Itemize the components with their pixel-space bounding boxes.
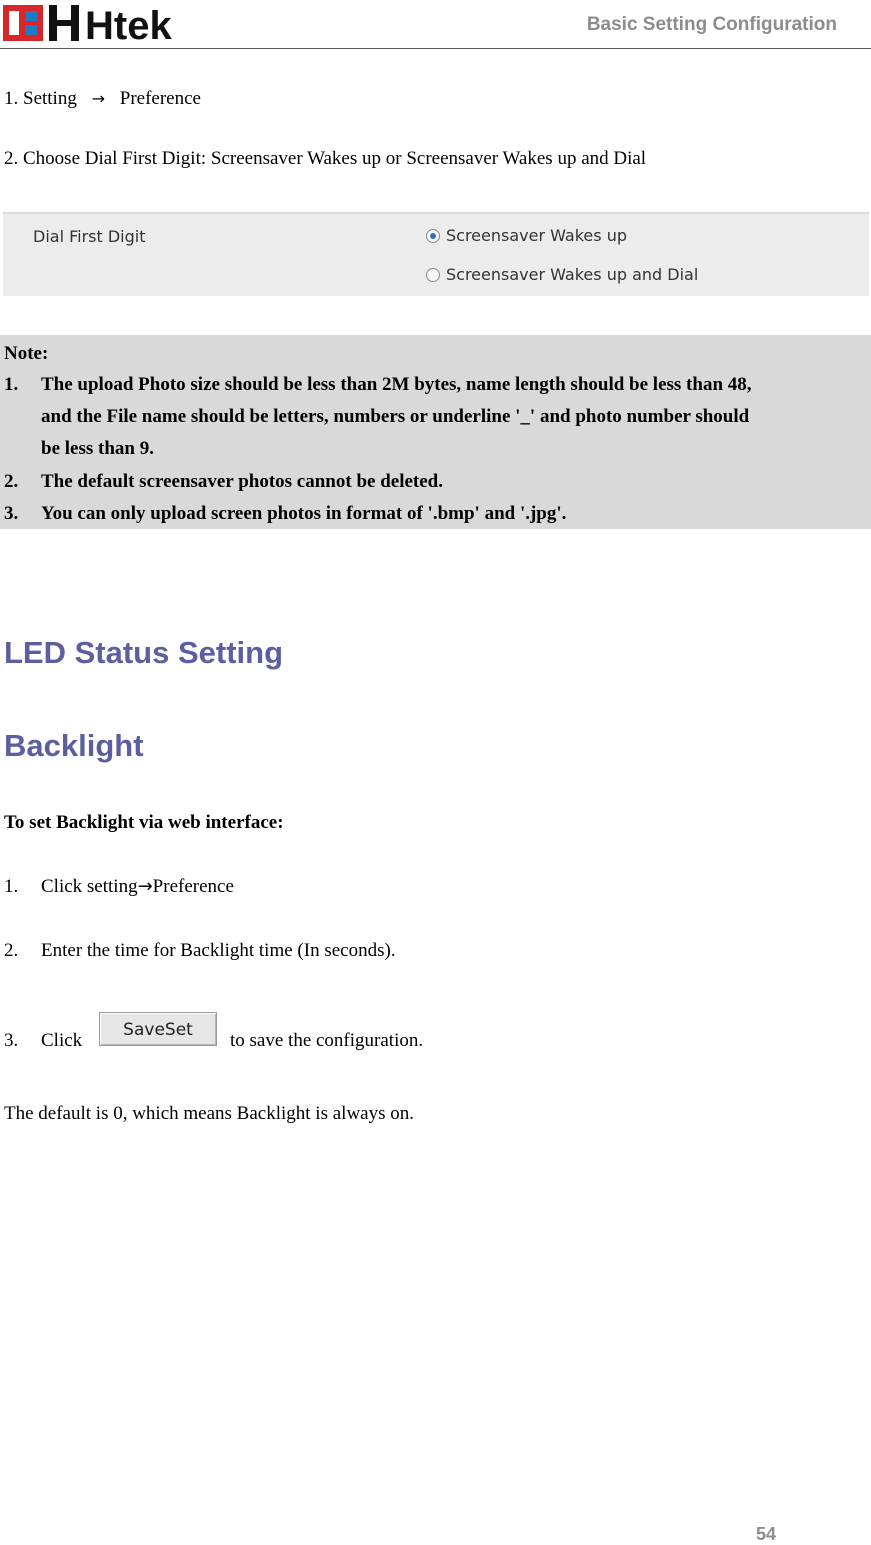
step-target: Preference [152,876,234,897]
backlight-step-3-text-a: Click [41,1030,83,1051]
backlight-step-2: Enter the time for Backlight time (In seconds). [41,940,396,961]
logo-text: Htek [85,4,172,43]
radio-selected-icon[interactable] [426,229,440,243]
radio-option-label: Screensaver Wakes up and Dial [446,265,699,284]
radio-unselected-icon[interactable] [426,268,440,282]
subsection-heading-backlight: Backlight [4,728,144,763]
note-item-1-line-3: be less than 9. [41,438,154,459]
step-1-setting [4,88,201,110]
backlight-step-3-text-b: to save the configuration. [230,1030,424,1051]
backlight-step-3-number: 3. [4,1030,19,1051]
saveset-button[interactable]: SaveSet [99,1012,217,1046]
step-1-target: Preference [119,88,201,109]
step-text: Click setting [41,876,138,897]
htek-logo [3,3,191,43]
step-2-choose: 2. Choose Dial First Digit: Screensaver Wakes up or Screensaver Wakes up and Dial [4,148,647,169]
note-item-1-line-2: and the File name should be letters, numbers or underline '_' and photo number should [41,406,750,427]
htek-logo-mark [3,3,191,43]
document-title: Basic Setting Configuration [586,14,837,35]
note-item-1-number: 1. [4,374,19,395]
page-number: 54 [756,1524,777,1544]
note-item-1-line-1: The upload Photo size should be less than 2M bytes, name length should be less than 48, [41,374,752,395]
note-item-2-text: The default screensaver photos cannot be deleted. [41,471,443,492]
section-heading-led-status: LED Status Setting [4,635,284,670]
note-title: Note: [4,343,49,364]
step-1-label: 1. Setting [4,88,77,109]
note-item-2-number: 2. [4,471,19,492]
note-item-3-number: 3. [4,503,19,524]
dial-first-digit-label: Dial First Digit [33,227,146,246]
note-box [0,335,871,529]
radio-option-label: Screensaver Wakes up [446,226,627,245]
header-divider [0,48,871,49]
radio-option-wakes-up-and-dial[interactable] [426,265,698,284]
radio-option-wakes-up[interactable] [426,226,627,245]
backlight-step-1 [41,876,234,898]
backlight-step-1-number: 1. [4,876,19,897]
backlight-step-2-number: 2. [4,940,19,961]
backlight-intro: To set Backlight via web interface: [4,812,284,833]
dial-first-digit-panel [3,212,869,296]
arrow-right-icon: → [91,89,105,108]
note-item-3-text: You can only upload screen photos in format of '.bmp' and '.jpg'. [41,503,567,524]
arrow-right-icon: → [137,876,153,897]
backlight-default-note: The default is 0, which means Backlight is always on. [4,1103,414,1124]
